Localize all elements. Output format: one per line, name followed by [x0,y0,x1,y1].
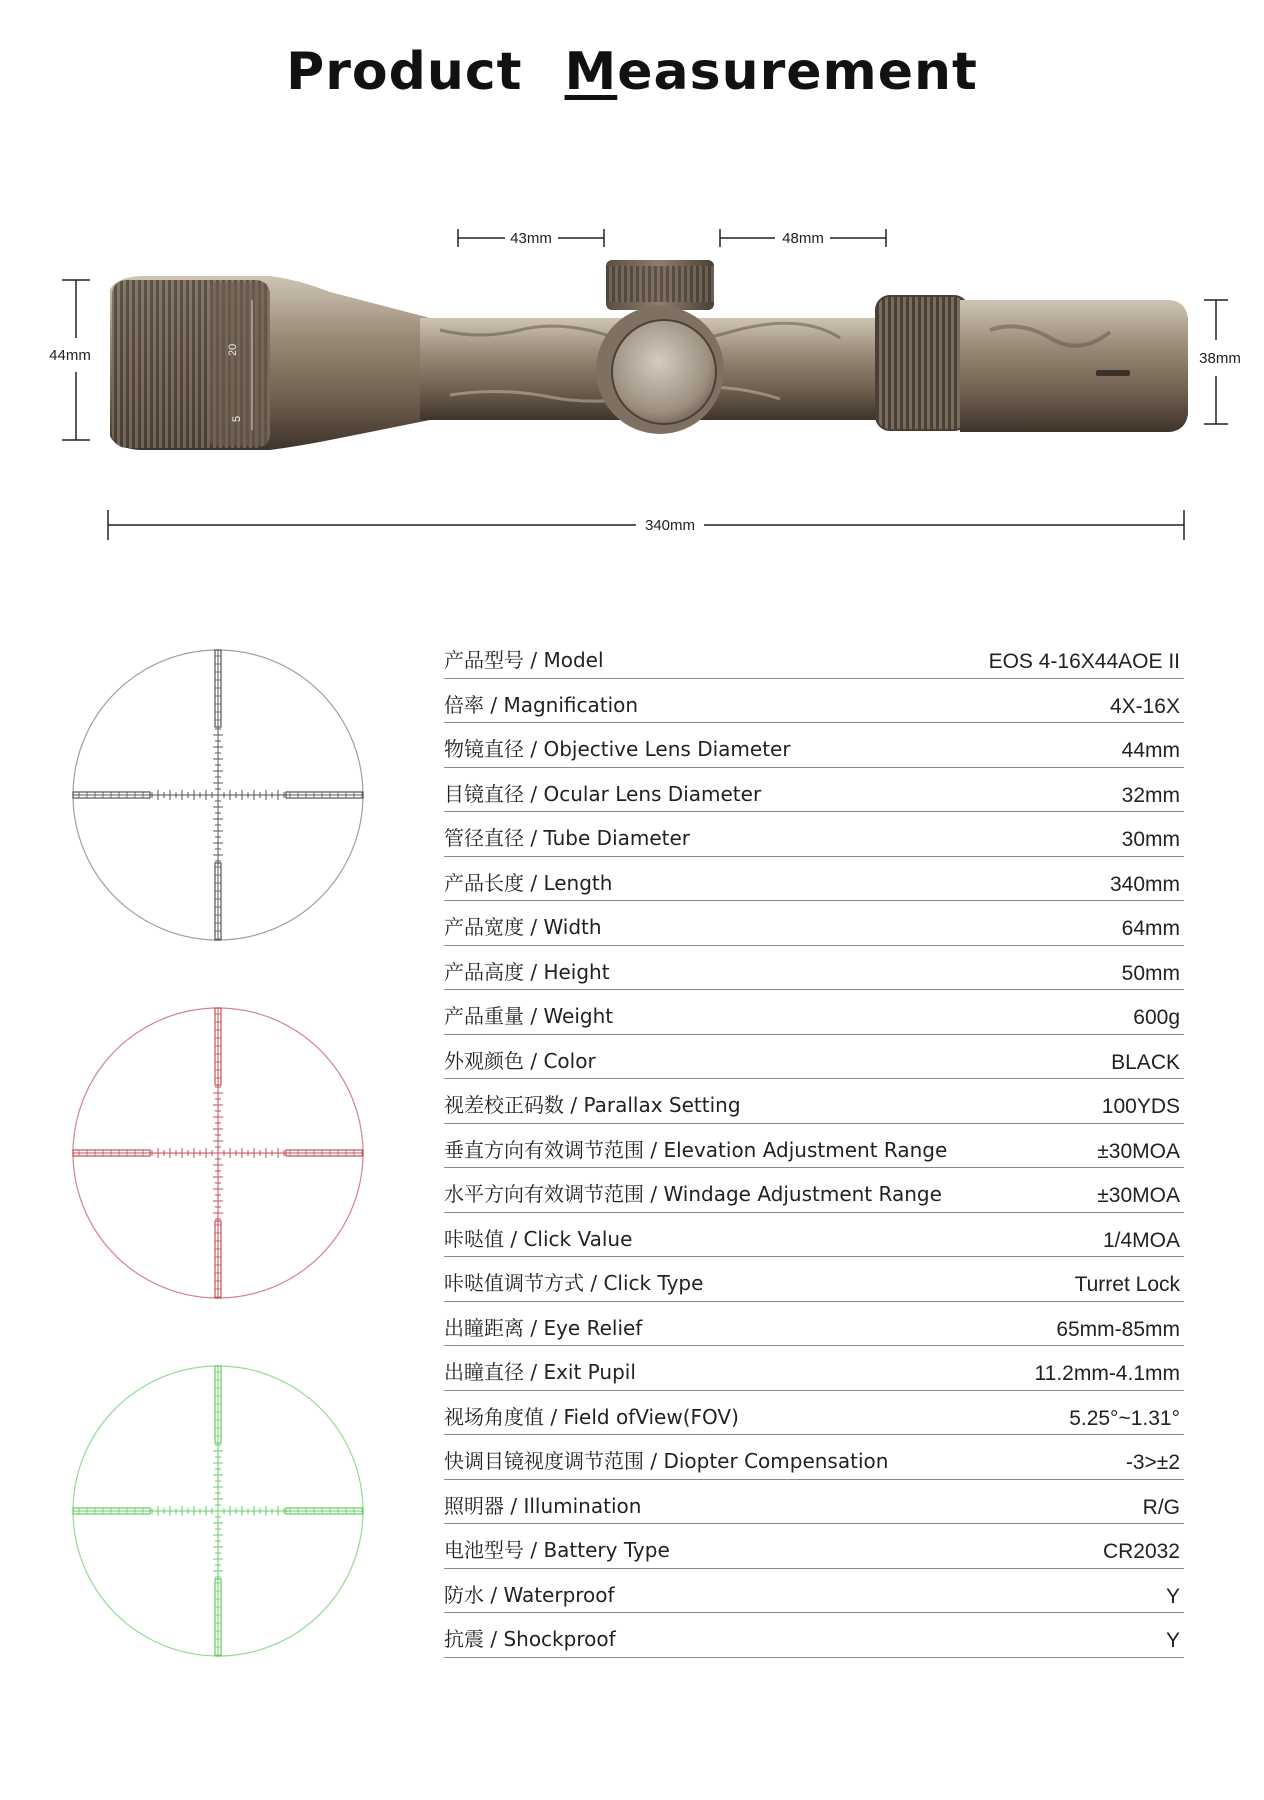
spec-row [444,1480,1184,1525]
reticle-red [73,1008,363,1298]
spec-label: 照明器 / Illumination [444,1493,642,1518]
spec-row [444,1346,1184,1391]
spec-value: 1/4MOA [1102,1228,1180,1252]
spec-row [444,1302,1184,1347]
spec-label: 电池型号 / Battery Type [444,1538,670,1562]
spec-table [444,634,1184,1658]
spec-value: 30mm [1121,828,1180,851]
spec-value: 32mm [1121,783,1180,807]
spec-label: 出瞳直径 / Exit Pupil [444,1360,636,1384]
spec-row [444,990,1184,1035]
spec-value: CR2032 [1102,1540,1180,1563]
spec-row [444,634,1184,679]
parallax-mark-5: 5 [231,415,243,422]
spec-label: 目镜直径 / Ocular Lens Diameter [444,781,762,806]
spec-label: 物镜直径 / Objective Lens Diameter [444,737,791,761]
spec-label: 垂直方向有效调节范围 / Elevation Adjustment Range [444,1137,948,1162]
spec-label: 抗震 / Shockproof [444,1627,616,1651]
spec-value: Turret Lock [1074,1273,1180,1296]
spec-row [444,946,1184,991]
title-letter-m: M [564,42,618,102]
spec-value: ±30MOA [1097,1184,1180,1207]
spec-label: 产品重量 / Weight [444,1004,614,1028]
spec-row [444,1213,1184,1258]
spec-row [444,1168,1184,1213]
spec-value: 5.25°~1.31° [1069,1406,1180,1430]
spec-row [444,1569,1184,1614]
spec-value: Y [1165,1584,1180,1608]
spec-value: R/G [1142,1495,1180,1519]
spec-row [444,1079,1184,1124]
spec-value: 600g [1133,1006,1180,1029]
spec-value: 11.2mm-4.1mm [1034,1362,1180,1385]
spec-row [444,723,1184,768]
spec-value: -3>±2 [1125,1451,1180,1474]
reticle-green [73,1366,363,1656]
reticle-diagrams [0,620,400,1800]
spec-label: 产品宽度 / Width [444,915,602,939]
title-word-product: Product [286,42,523,102]
spec-row [444,857,1184,902]
spec-label: 外观颜色 / Color [444,1048,596,1073]
spec-row [444,1391,1184,1436]
spec-value: 340mm [1109,872,1180,896]
reticle-black [73,650,363,940]
spec-value: 65mm-85mm [1056,1317,1180,1341]
spec-value: EOS 4-16X44AOE II [988,650,1180,673]
scope-objective-bell [110,276,430,450]
spec-row [444,679,1184,724]
spec-row [444,1524,1184,1569]
spec-label: 防水 / Waterproof [444,1582,615,1607]
spec-row [444,812,1184,857]
dimension-label-48mm: 48mm [782,230,824,247]
scope-eyepiece [876,296,1188,432]
spec-value: Y [1165,1629,1180,1652]
dimension-turret-right [720,229,886,247]
spec-label: 水平方向有效调节范围 / Windage Adjustment Range [444,1182,942,1206]
spec-label: 咔哒值 / Click Value [444,1226,633,1251]
dimension-turret-left [458,229,604,247]
spec-label: 视差校正码数 / Parallax Setting [444,1093,741,1117]
spec-row [444,1613,1184,1658]
spec-row [444,1035,1184,1080]
scope-diagram [0,0,1264,560]
spec-label: 倍率 / Magnification [444,692,639,717]
spec-label: 产品型号 / Model [444,648,604,672]
spec-row [444,1435,1184,1480]
dimension-label-43mm: 43mm [510,230,552,247]
spec-value: BLACK [1111,1050,1180,1074]
dimension-label-44mm: 44mm [49,347,91,364]
scope-turret [596,260,724,434]
title-word-measurement: easurement [617,42,978,102]
spec-row [444,901,1184,946]
spec-label: 管径直径 / Tube Diameter [444,826,691,850]
spec-value: ±30MOA [1097,1139,1180,1163]
spec-label: 咔哒值调节方式 / Click Type [444,1271,704,1295]
dimension-objective [49,280,91,440]
spec-row [444,1124,1184,1169]
spec-label: 产品长度 / Length [444,870,613,895]
spec-value: 50mm [1121,961,1180,985]
spec-label: 出瞳距离 / Eye Relief [444,1315,643,1340]
spec-label: 快调目镜视度调节范围 / Diopter Compensation [444,1449,889,1473]
spec-value: 4X-16X [1109,694,1180,718]
dimension-label-340mm: 340mm [644,517,696,534]
spec-row [444,768,1184,813]
spec-value: 44mm [1121,739,1180,762]
spec-row [444,1257,1184,1302]
spec-value: 100YDS [1101,1095,1180,1118]
spec-label: 产品高度 / Height [444,959,610,984]
dimension-ocular [1199,300,1241,424]
spec-value: 64mm [1121,917,1180,940]
dimension-label-38mm: 38mm [1199,350,1241,367]
dimension-length [108,510,1184,540]
parallax-mark-20: 20 [227,343,239,356]
spec-label: 视场角度值 / Field ofView(FOV) [444,1404,739,1429]
